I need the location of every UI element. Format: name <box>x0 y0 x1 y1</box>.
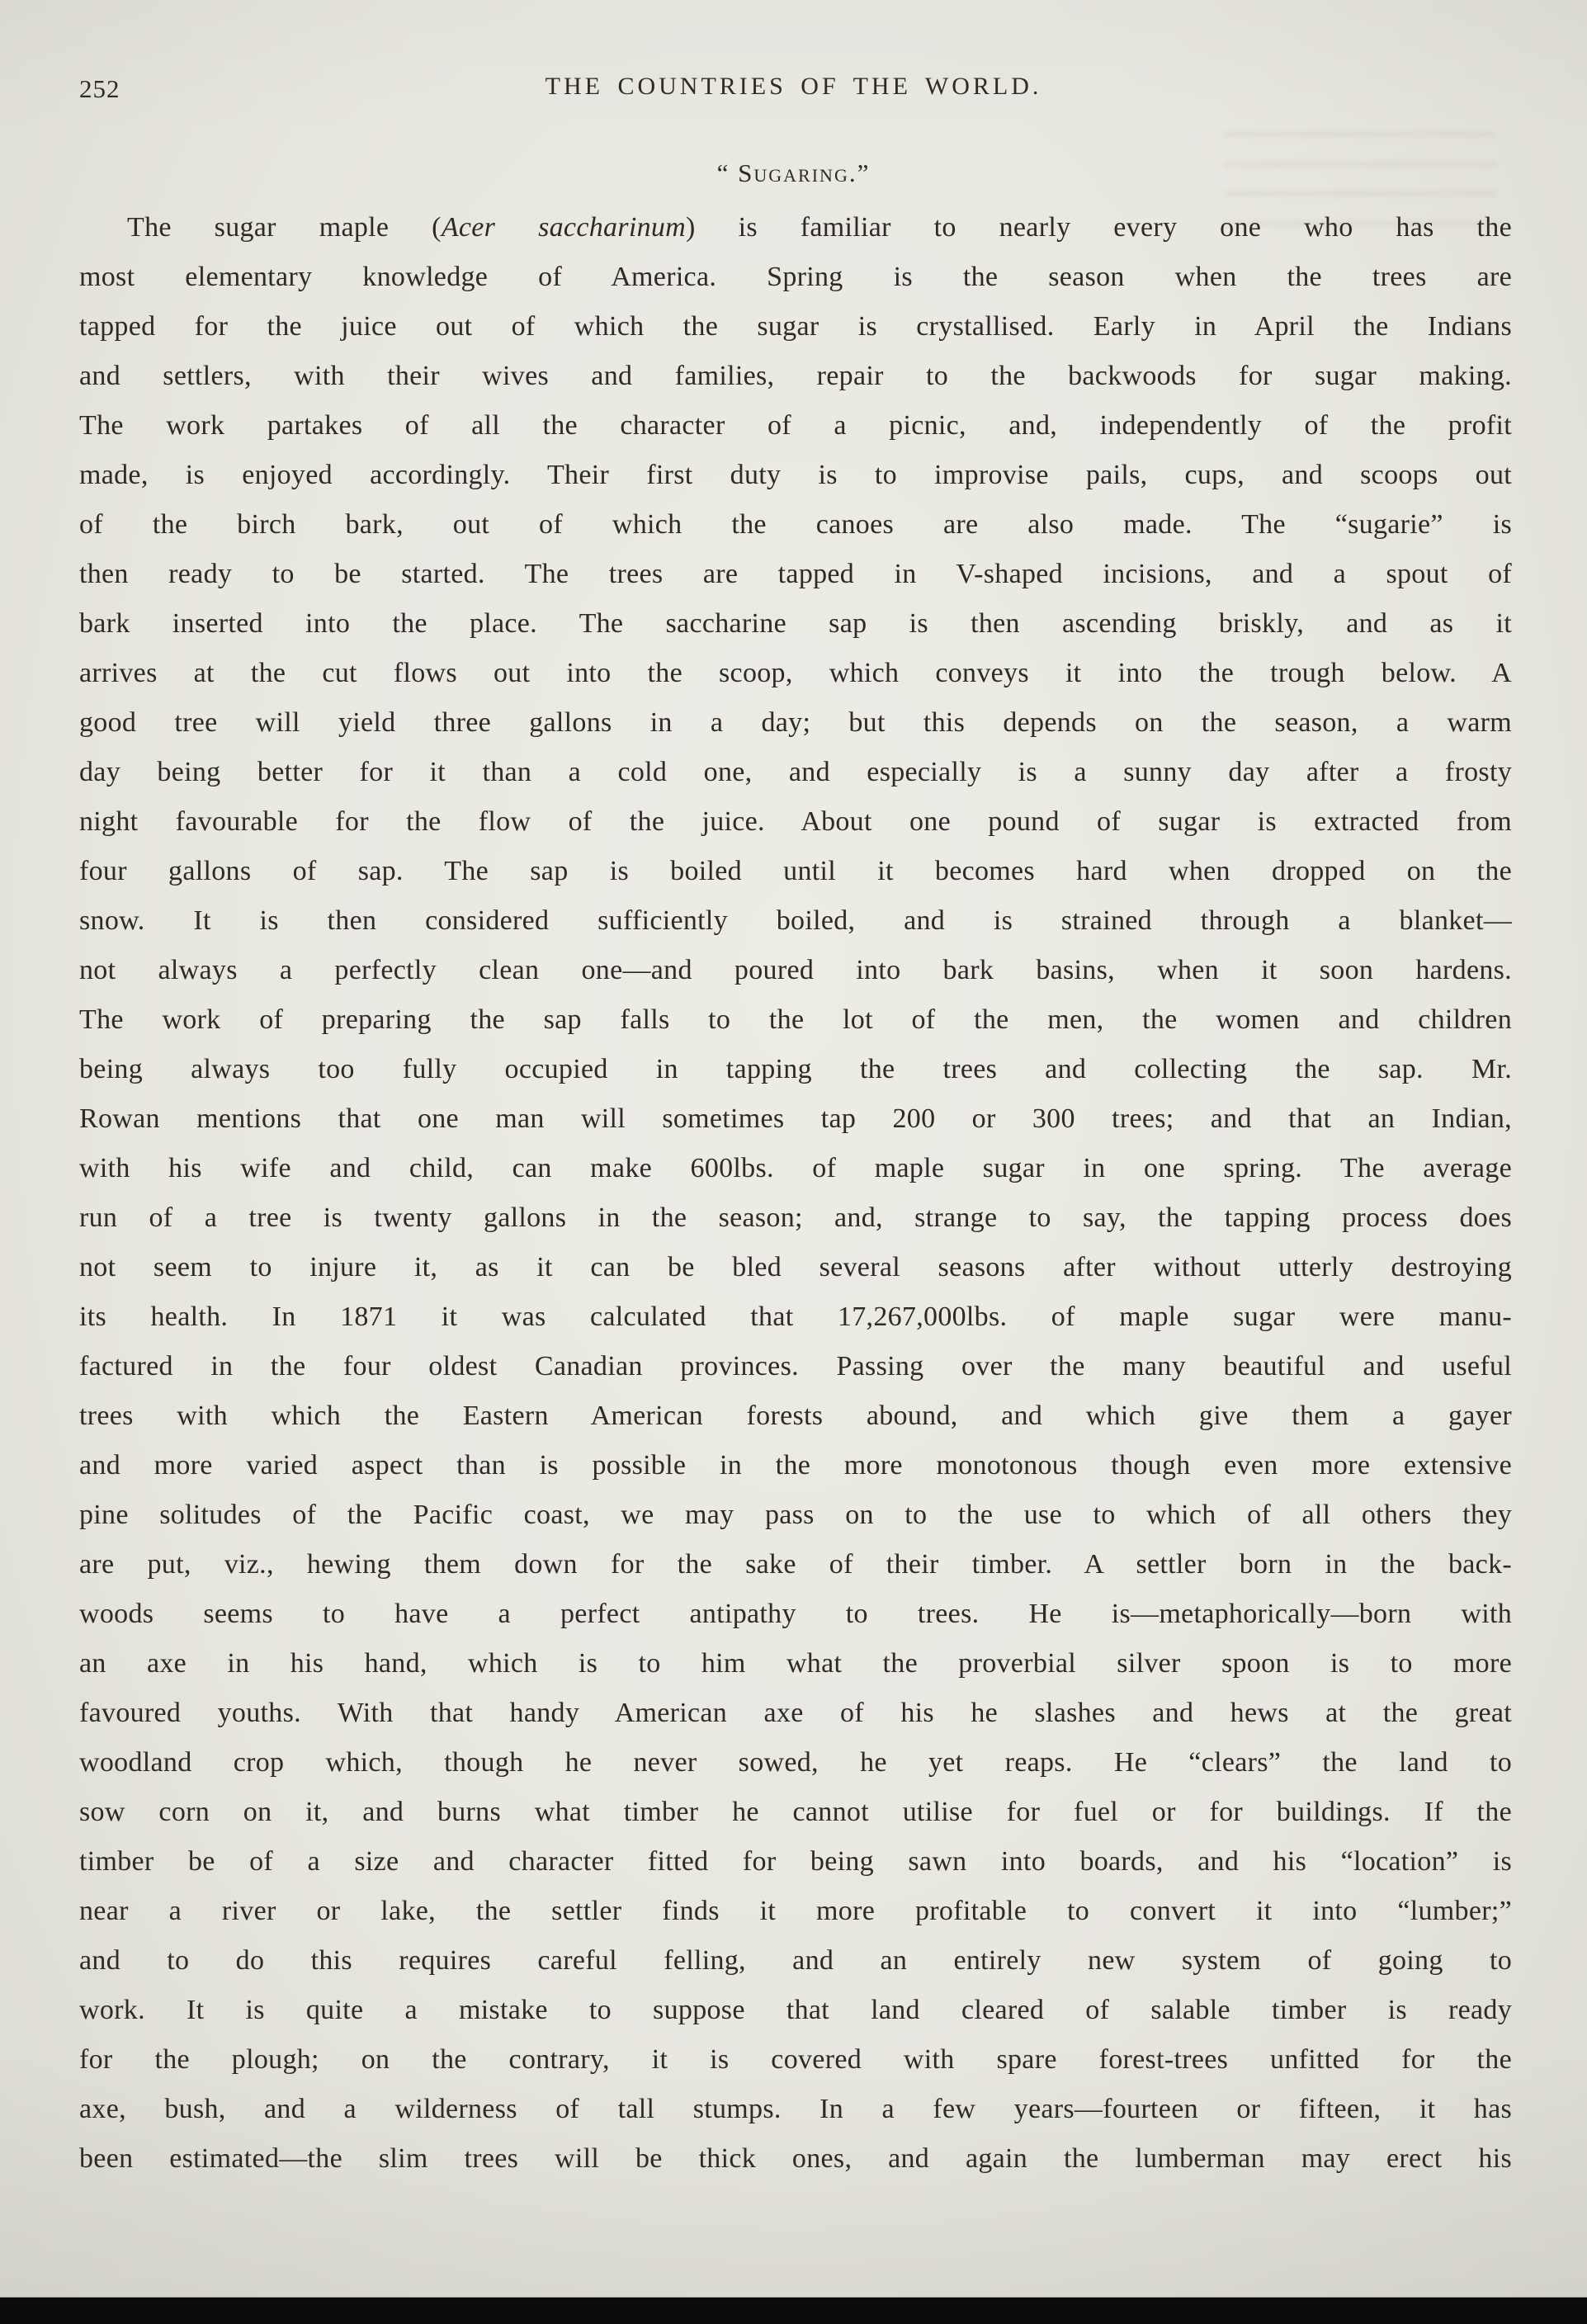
text-line: near a river or lake, the settler finds it more profitable to convert it into “lumber;” <box>79 1896 1512 1926</box>
text-line: bark inserted into the place. The saccharine sap is then ascending briskly, and as it <box>79 608 1512 639</box>
text-line: The work partakes of all the character of a picnic, and, independently of the profit <box>79 410 1512 441</box>
scan-edge-bar <box>0 2298 1587 2324</box>
text-line: pine solitudes of the Pacific coast, we may pass on to the use to which of all others they <box>79 1500 1512 1530</box>
text-line: not seem to injure it, as it can be bled several seasons after without utterly destroying <box>79 1252 1512 1282</box>
section-title: “ Sugaring.” <box>716 158 871 187</box>
text-line: and settlers, with their wives and families, repair to the backwoods for sugar making. <box>79 361 1512 391</box>
text-line: snow. It is then considered sufficiently boiled, and is strained through a blanket— <box>79 905 1512 936</box>
text-line: most elementary knowledge of America. Spring is the season when the trees are <box>79 262 1512 292</box>
text-line: and more varied aspect than is possible in the more monotonous though even more extensive <box>79 1450 1512 1481</box>
text-line: The work of preparing the sap falls to the lot of the men, the women and children <box>79 1004 1512 1035</box>
text-line: woodland crop which, though he never sowed, he yet reaps. He “clears” the land to <box>79 1747 1512 1778</box>
latin-species-name: Acer saccharinum <box>441 212 687 243</box>
text-line: favoured youths. With that handy American axe of his he slashes and hews at the great <box>79 1698 1512 1728</box>
text-line: with his wife and child, can make 600lbs. of maple sugar in one spring. The average <box>79 1153 1512 1183</box>
text-line: The sugar maple (Acer saccharinum) is familiar to nearly every one who has the <box>127 212 1512 243</box>
text-line: are put, viz., hewing them down for the sake of their timber. A settler born in the back- <box>79 1549 1512 1580</box>
text-line: good tree will yield three gallons in a day; but this depends on the season, a warm <box>79 707 1512 738</box>
text-line: made, is enjoyed accordingly. Their first duty is to improvise pails, cups, and scoops out <box>79 460 1512 490</box>
text-line: run of a tree is twenty gallons in the season; and, strange to say, the tapping process does <box>79 1202 1512 1233</box>
page-number: 252 <box>79 74 120 103</box>
text-line: night favourable for the flow of the juice. About one pound of sugar is extracted from <box>79 806 1512 837</box>
text-line: timber be of a size and character fitted for being sawn into boards, and his “location” is <box>79 1846 1512 1877</box>
text-line: being always too fully occupied in tapping the trees and collecting the sap. Mr. <box>79 1054 1512 1084</box>
body-text <box>79 203 1512 2184</box>
text-line: Rowan mentions that one man will sometimes tap 200 or 300 trees; and that an Indian, <box>79 1103 1512 1134</box>
text-line: day being better for it than a cold one, and especially is a sunny day after a frosty <box>79 757 1512 787</box>
text-line: axe, bush, and a wilderness of tall stumps. In a few years—fourteen or fifteen, it has <box>79 2094 1512 2124</box>
text-line: arrives at the cut flows out into the scoop, which conveys it into the trough below. A <box>79 658 1512 688</box>
running-title: THE COUNTRIES OF THE WORLD. <box>545 73 1042 100</box>
text-line: sow corn on it, and burns what timber he cannot utilise for fuel or for buildings. If the <box>79 1797 1512 1827</box>
text-line: an axe in his hand, which is to him what the proverbial silver spoon is to more <box>79 1648 1512 1679</box>
text-line: factured in the four oldest Canadian provinces. Passing over the many beautiful and useful <box>79 1351 1512 1382</box>
text-line: work. It is quite a mistake to suppose that land cleared of salable timber is ready <box>79 1995 1512 2025</box>
page-header <box>79 73 1508 109</box>
text-line: for the plough; on the contrary, it is covered with spare forest-trees unfitted for the <box>79 2044 1512 2075</box>
text-line: not always a perfectly clean one—and poured into bark basins, when it soon hardens. <box>79 955 1512 985</box>
text-line: been estimated—the slim trees will be thick ones, and again the lumberman may erect his <box>79 2143 1512 2174</box>
text-line: its health. In 1871 it was calculated that 17,267,000lbs. of maple sugar were manu- <box>79 1301 1512 1332</box>
text-line: and to do this requires careful felling, and an entirely new system of going to <box>79 1945 1512 1976</box>
text-line: four gallons of sap. The sap is boiled until it becomes hard when dropped on the <box>79 856 1512 886</box>
text-line: of the birch bark, out of which the canoes are also made. The “sugarie” is <box>79 509 1512 540</box>
text-line: then ready to be started. The trees are tapped in V-shaped incisions, and a spout of <box>79 559 1512 589</box>
text-line: woods seems to have a perfect antipathy to trees. He is—metaphorically—born with <box>79 1599 1512 1629</box>
text-line: tapped for the juice out of which the sugar is crystallised. Early in April the Indians <box>79 311 1512 342</box>
text-line: trees with which the Eastern American forests abound, and which give them a gayer <box>79 1401 1512 1431</box>
